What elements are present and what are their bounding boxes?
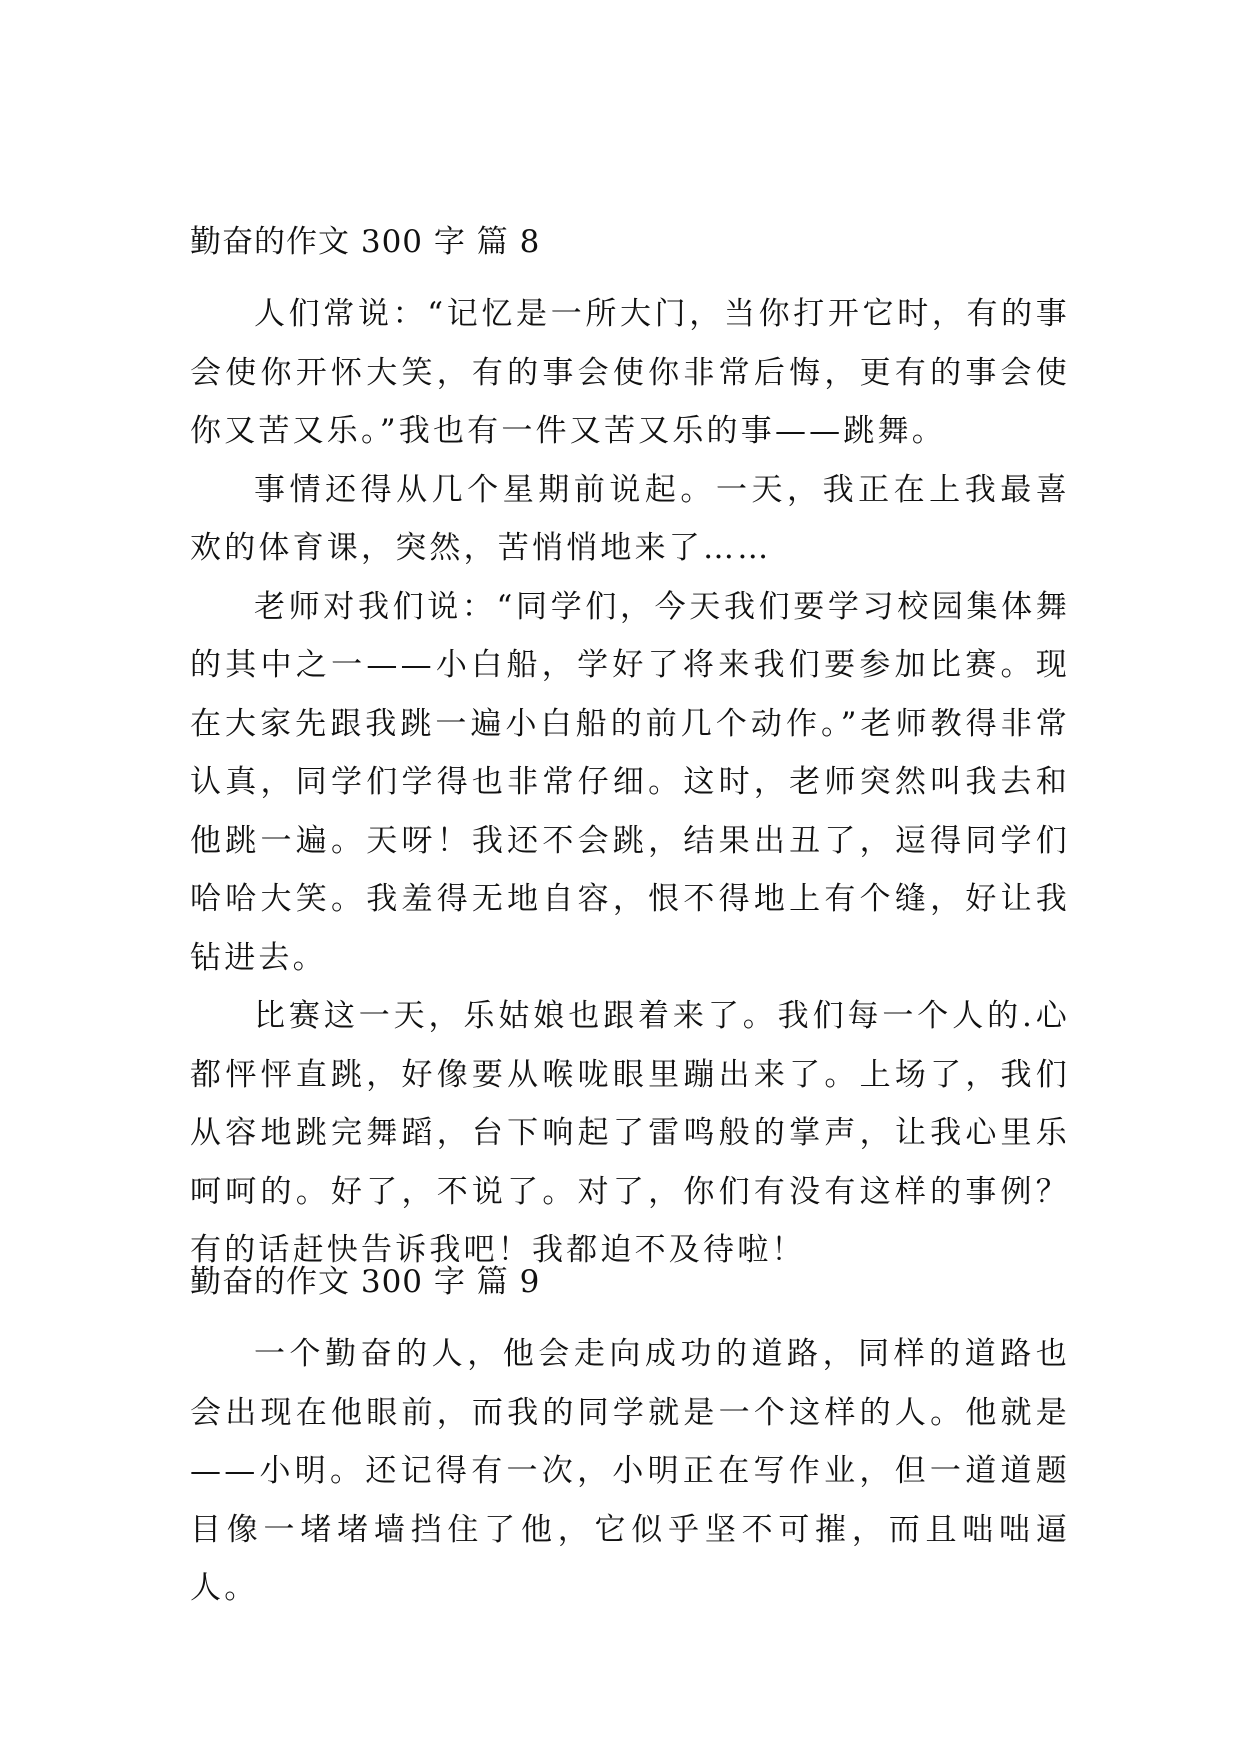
essay-section-8 bbox=[190, 222, 1070, 1280]
essay-8-paragraph-4: 比赛这一天，乐姑娘也跟着来了。我们每一个人的.心都怦怦直跳，好像要从喉咙眼里蹦出来了。上场了，我们从容地跳完舞蹈，台下响起了雷鸣般的掌声，让我心里乐呵呵的。好了，不说了。对了，你们有没有这样的事例？有的话赶快告诉我吧！我都迫不及待啦！ bbox=[190, 998, 1070, 1268]
essay-8-paragraph-1: 人们常说：“记忆是一所大门，当你打开它时，有的事会使你开怀大笑，有的事会使你非常后悔，更有的事会使你又苦又乐。”我也有一件又苦又乐的事——跳舞。 bbox=[190, 296, 1070, 449]
essay-title-9: 勤奋的作文 300 字 篇 9 bbox=[190, 1264, 541, 1300]
essay-8-paragraph-3: 老师对我们说：“同学们，今天我们要学习校园集体舞的其中之一——小白船，学好了将来我们要参加比赛。现在大家先跟我跳一遍小白船的前几个动作。”老师教得非常认真，同学们学得也非常仔细。这时，老师突然叫我去和他跳一遍。天呀！我还不会跳，结果出丑了，逗得同学们哈哈大笑。我羞得无地自容，恨不得地上有个缝，好让我钻进去。 bbox=[190, 588, 1070, 976]
essay-9-paragraph-1: 一个勤奋的人，他会走向成功的道路，同样的道路也会出现在他眼前，而我的同学就是一个这样的人。他就是——小明。还记得有一次，小明正在写作业，但一道道题目像一堵堵墙挡住了他，它似乎坚不可摧，而且咄咄逼人。 bbox=[190, 1336, 1070, 1606]
essay-section-9 bbox=[190, 1262, 1070, 1618]
essay-8-paragraph-2: 事情还得从几个星期前说起。一天，我正在上我最喜欢的体育课，突然，苦悄悄地来了…… bbox=[190, 471, 1070, 566]
essay-title-8: 勤奋的作文 300 字 篇 8 bbox=[190, 224, 541, 260]
